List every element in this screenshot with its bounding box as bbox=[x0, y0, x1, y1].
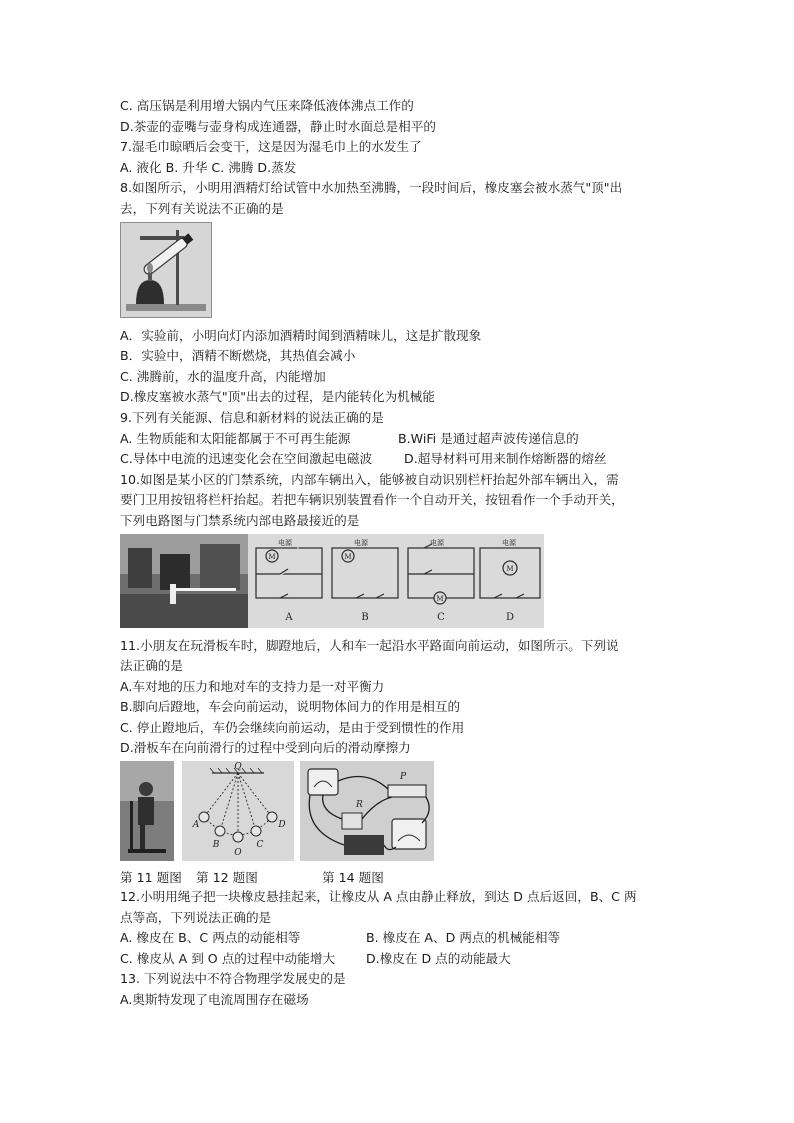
q9-stem: 9.下列有关能源、信息和新材料的说法正确的是 bbox=[120, 409, 384, 425]
circuit-d-label: D bbox=[505, 611, 515, 623]
q12-options-row2 bbox=[120, 949, 680, 970]
q9-option-b: B.WiFi 是通过超声波传递信息的 bbox=[398, 430, 579, 446]
pendulum-label-c: C bbox=[256, 840, 264, 851]
q12-option-c: C. 橡皮从 A 到 O 点的过程中动能增大 bbox=[120, 950, 336, 966]
q8-stem-line1: 8.如图所示，小明用酒精灯给试管中水加热至沸腾，一段时间后，橡皮塞会被水蒸气"顶"出 bbox=[120, 180, 623, 196]
figures-row-image bbox=[120, 761, 436, 861]
q11-photo bbox=[120, 761, 174, 861]
q10-circuits-image bbox=[120, 534, 544, 628]
q11-option-c: C. 停止蹬地后，车仍会继续向前运动，是由于受到惯性的作用 bbox=[120, 719, 465, 735]
q9-options-row2 bbox=[120, 449, 680, 470]
circuit-a-power-label: 电源 bbox=[278, 538, 292, 547]
caption-fig12: 第 12 题图 bbox=[196, 870, 258, 886]
q13-stem: 13. 下列说法中不符合物理学发展史的是 bbox=[120, 971, 346, 987]
circuit-b-label: B bbox=[361, 611, 369, 623]
circuit14-label-r: R bbox=[356, 800, 363, 811]
circuit-c-motor-label: M bbox=[436, 594, 444, 603]
q10-stem-line3: 下列电路图与门禁系统内部电路最接近的是 bbox=[120, 512, 360, 528]
q8-option-b: B．实验中，酒精不断燃烧，其热值会减小 bbox=[120, 348, 356, 364]
q10-stem-line1: 10.如图是某小区的门禁系统，内部车辆出入，能够被自动识别栏杆抬起外部车辆出入，需 bbox=[120, 471, 619, 487]
q8-stem-line2: 去，下列有关说法不正确的是 bbox=[120, 200, 284, 216]
circuit-b-motor-label: M bbox=[344, 552, 352, 561]
q7-options: A. 液化 B. 升华 C. 沸腾 D.蒸发 bbox=[120, 159, 297, 175]
circuit-a-label: A bbox=[285, 611, 293, 623]
q12-stem-line2: 点等高，下列说法正确的是 bbox=[120, 909, 272, 925]
q12-options-row1 bbox=[120, 928, 680, 949]
q11-stem-line1: 11.小朋友在玩滑板车时，脚蹬地后，人和车一起沿水平路面向前运动，如图所示。下列说 bbox=[120, 637, 619, 653]
circuit-c-power-label: 电源 bbox=[430, 538, 444, 547]
q12-option-d: D.橡皮在 D 点的动能最大 bbox=[366, 950, 511, 966]
q6-option-d: D.茶壶的壶嘴与壶身构成连通器，静止时水面总是相平的 bbox=[120, 118, 436, 134]
q12-pendulum-diagram bbox=[182, 761, 294, 861]
q10-stem-line2: 要门卫用按钮将栏杆抬起。若把车辆识别装置看作一个自动开关，按钮看作一个手动开关， bbox=[120, 492, 624, 508]
circuit-d-power-label: 电源 bbox=[502, 538, 516, 547]
pendulum-label-o: O bbox=[234, 848, 242, 859]
q10-figure bbox=[120, 534, 680, 632]
circuit-c-label: C bbox=[437, 611, 445, 623]
q11-option-a: A.车对地的压力和地对车的支持力是一对平衡力 bbox=[120, 678, 385, 694]
caption-fig14: 第 14 题图 bbox=[322, 870, 384, 886]
q9-option-c: C.导体中电流的迅速变化会在空间激起电磁波 bbox=[120, 451, 373, 467]
q11-option-d: D.滑板车在向前滑行的过程中受到向后的滑动摩擦力 bbox=[120, 740, 411, 756]
q7-stem: 7.湿毛巾晾晒后会变干，这是因为湿毛巾上的水发生了 bbox=[120, 139, 422, 155]
circuit-d-motor-label: M bbox=[506, 564, 514, 573]
q8-option-c: C. 沸腾前，水的温度升高，内能增加 bbox=[120, 368, 326, 384]
figure-captions bbox=[120, 869, 680, 887]
q13-option-a: A.奥斯特发现了电流周围存在磁场 bbox=[120, 992, 309, 1008]
q9-option-a: A. 生物质能和太阳能都属于不可再生能源 bbox=[120, 430, 351, 446]
circuit-a-motor-label: M bbox=[268, 552, 276, 561]
q8-apparatus-image bbox=[120, 222, 212, 318]
q9-options-row1 bbox=[120, 429, 680, 450]
circuit-b-power-label: 电源 bbox=[354, 538, 368, 547]
q12-stem-line1: 12.小明用绳子把一块橡皮悬挂起来，让橡皮从 A 点由静止释放，到达 D 点后返回，B、C 两 bbox=[120, 889, 637, 905]
pendulum-label-b: B bbox=[212, 840, 220, 851]
q14-circuit-diagram bbox=[300, 761, 434, 861]
q9-option-d: D.超导材料可用来制作熔断器的熔丝 bbox=[404, 451, 607, 467]
q12-option-b: B. 橡皮在 A、D 两点的机械能相等 bbox=[366, 930, 561, 946]
figures-row bbox=[120, 761, 680, 865]
pendulum-label-q: Q bbox=[234, 762, 242, 773]
q12-option-a: A. 橡皮在 B、C 两点的动能相等 bbox=[120, 930, 301, 946]
q8-figure bbox=[120, 222, 680, 322]
q6-option-c: C. 高压锅是利用增大锅内气压来降低液体沸点工作的 bbox=[120, 98, 414, 113]
q8-option-a: A．实验前，小明向灯内添加酒精时闻到酒精味儿，这是扩散现象 bbox=[120, 327, 482, 343]
pendulum-label-d: D bbox=[278, 820, 286, 831]
caption-fig11: 第 11 题图 bbox=[120, 870, 182, 886]
pendulum-label-a: A bbox=[192, 820, 200, 831]
document-page bbox=[120, 96, 680, 1011]
q11-option-b: B.脚向后蹬地，车会向前运动，说明物体间力的作用是相互的 bbox=[120, 699, 461, 715]
q11-stem-line2: 法正确的是 bbox=[120, 658, 183, 674]
circuit14-label-p: P bbox=[400, 772, 407, 783]
q8-option-d: D.橡皮塞被水蒸气"顶"出去的过程，是内能转化为机械能 bbox=[120, 389, 435, 405]
